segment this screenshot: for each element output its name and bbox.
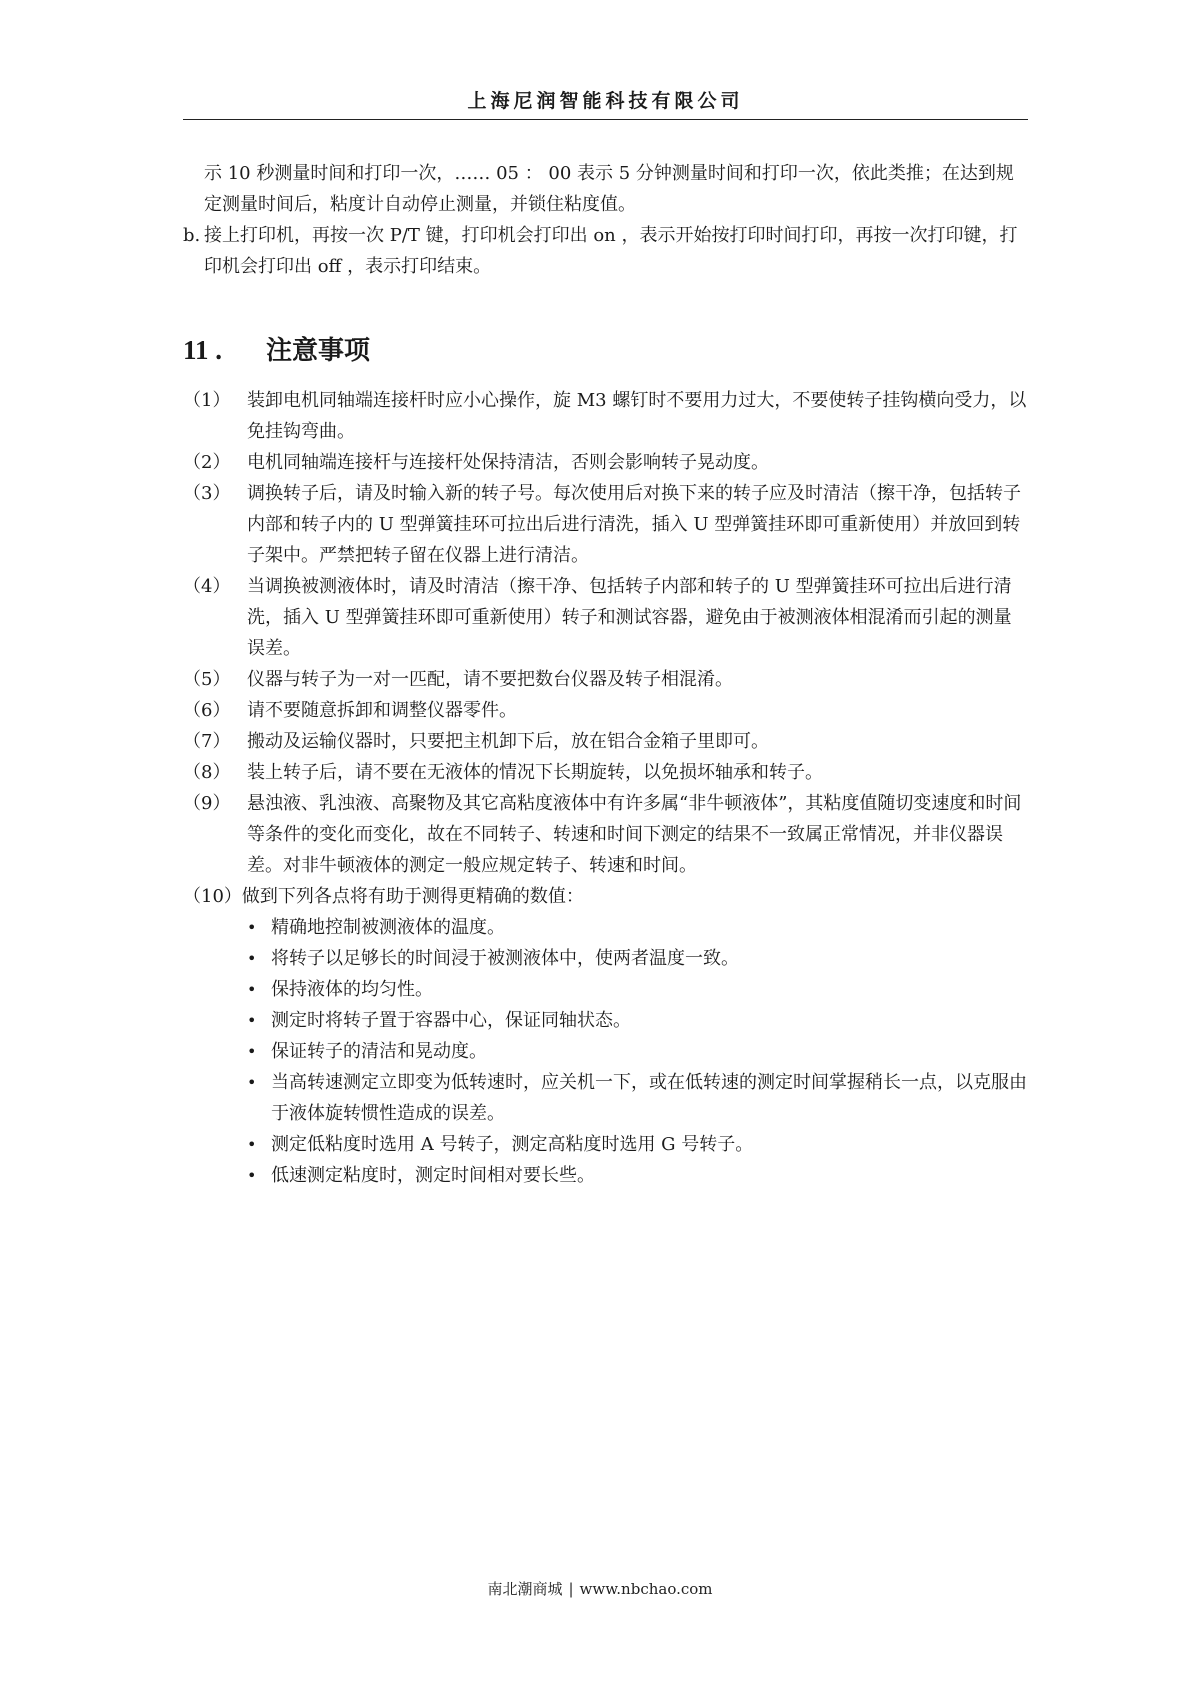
bullet-text: 保持液体的均匀性。 [271, 979, 433, 1000]
bullet-dot-icon: • [247, 980, 257, 999]
page-footer [0, 1578, 1200, 1599]
intro-continuation: 示 10 秒测量时间和打印一次，…… 05 ： 00 表示 5 分钟测量时间和打印一次，依此类推；在达到规定测量时间后，粘度计自动停止测量，并锁住粘度值。 [204, 163, 1014, 215]
item-text: 搬动及运输仪器时，只要把主机卸下后，放在铝合金箱子里即可。 [247, 731, 769, 752]
list-text-b: 接上打印机，再按一次 P/T 键，打印机会打印出 on ，表示开始按打印时间打印，再按一次打印键，打印机会打印出 off ，表示打印结束。 [204, 225, 1018, 277]
footer-site-name: 南北潮商城 [487, 1580, 563, 1598]
list-item [183, 726, 1028, 757]
bullet-text: 当高转速测定立即变为低转速时，应关机一下，或在低转速的测定时间掌握稍长一点，以克服由于液体旋转惯性造成的误差。 [271, 1072, 1027, 1124]
bullet-text: 精确地控制被测液体的温度。 [271, 917, 505, 938]
item-text: 当调换被测液体时，请及时清洁（擦干净、包括转子内部和转子的 U 型弹簧挂环可拉出后进行清洗，插入 U 型弹簧挂环即可重新使用）转子和测试容器，避免由于被测液体相混淆而引起的测量误差。 [247, 576, 1012, 659]
list-marker-b: b. [183, 225, 201, 246]
bullet-dot-icon: • [247, 949, 257, 968]
bullet-text: 测定低粘度时选用 A 号转子，测定高粘度时选用 G 号转子。 [271, 1134, 754, 1155]
bullet-text: 保证转子的清洁和晃动度。 [271, 1041, 487, 1062]
item-marker: （9） [183, 793, 231, 814]
bullet-dot-icon: • [247, 918, 257, 937]
bullet-dot-icon: • [247, 1166, 257, 1185]
item-marker: （10） [183, 886, 242, 907]
list-item [183, 695, 1028, 726]
footer-separator: | [568, 1580, 574, 1598]
bullet-item [247, 912, 1028, 943]
page-header-company: 上海尼润智能科技有限公司 [467, 90, 744, 112]
bullet-text: 低速测定粘度时，测定时间相对要长些。 [271, 1165, 595, 1186]
section-number: 11 . [183, 335, 223, 365]
section-title: 注意事项 [266, 336, 371, 366]
bullet-dot-icon: • [247, 1135, 257, 1154]
bullet-text: 测定时将转子置于容器中心，保证同轴状态。 [271, 1010, 631, 1031]
list-item [183, 447, 1028, 478]
item-marker: （3） [183, 483, 231, 504]
item-marker: （7） [183, 731, 231, 752]
item-marker: （8） [183, 762, 231, 783]
item-text: 悬浊液、乳浊液、高聚物及其它高粘度液体中有许多属“非牛顿液体”，其粘度值随切变速度和时间等条件的变化而变化，故在不同转子、转速和时间下测定的结果不一致属正常情况，并非仪器误差。对非牛顿液体的测定一般应规定转子、转速和时间。 [247, 793, 1022, 876]
list-item [183, 757, 1028, 788]
list-item [183, 881, 1028, 912]
item-marker: （1） [183, 390, 231, 411]
item-text: 做到下列各点将有助于测得更精确的数值： [241, 886, 584, 907]
item-text: 仪器与转子为一对一匹配，请不要把数台仪器及转子相混淆。 [247, 669, 733, 690]
bullet-item [247, 1067, 1028, 1129]
item-text: 装上转子后，请不要在无液体的情况下长期旋转，以免损坏轴承和转子。 [247, 762, 823, 783]
item-text: 电机同轴端连接杆与连接杆处保持清洁，否则会影响转子晃动度。 [247, 452, 769, 473]
item-marker: （5） [183, 669, 231, 690]
tips-bullet-list [183, 912, 1028, 1191]
document-body [183, 158, 1028, 1191]
bullet-item [247, 1129, 1028, 1160]
item-text: 请不要随意拆卸和调整仪器零件。 [247, 700, 517, 721]
list-item [183, 788, 1028, 881]
item-marker: （6） [183, 700, 231, 721]
list-item-b [183, 220, 1028, 282]
list-item [183, 571, 1028, 664]
footer-url-link[interactable]: www.nbchao.com [579, 1580, 713, 1598]
bullet-dot-icon: • [247, 1042, 257, 1061]
item-text: 调换转子后，请及时输入新的转子号。每次使用后对换下来的转子应及时清洁（擦干净，包括转子内部和转子内的 U 型弹簧挂环可拉出后进行清洗，插入 U 型弹簧挂环即可重新使用）并放回到转子架中。严禁把转子留在仪器上进行清洁。 [247, 483, 1021, 566]
item-text: 装卸电机同轴端连接杆时应小心操作，旋 M3 螺钉时不要用力过大，不要使转子挂钩横向受力，以免挂钩弯曲。 [247, 390, 1027, 442]
item-marker: （4） [183, 576, 231, 597]
bullet-item [247, 974, 1028, 1005]
bullet-dot-icon: • [247, 1011, 257, 1030]
bullet-item [247, 1160, 1028, 1191]
list-item [183, 664, 1028, 695]
bullet-item [247, 1005, 1028, 1036]
list-item [183, 385, 1028, 447]
section-heading [183, 330, 1028, 367]
bullet-text: 将转子以足够长的时间浸于被测液体中，使两者温度一致。 [271, 948, 739, 969]
item-marker: （2） [183, 452, 231, 473]
list-item [183, 478, 1028, 571]
bullet-item [247, 1036, 1028, 1067]
bullet-dot-icon: • [247, 1073, 257, 1092]
bullet-item [247, 943, 1028, 974]
header-divider [183, 119, 1028, 120]
